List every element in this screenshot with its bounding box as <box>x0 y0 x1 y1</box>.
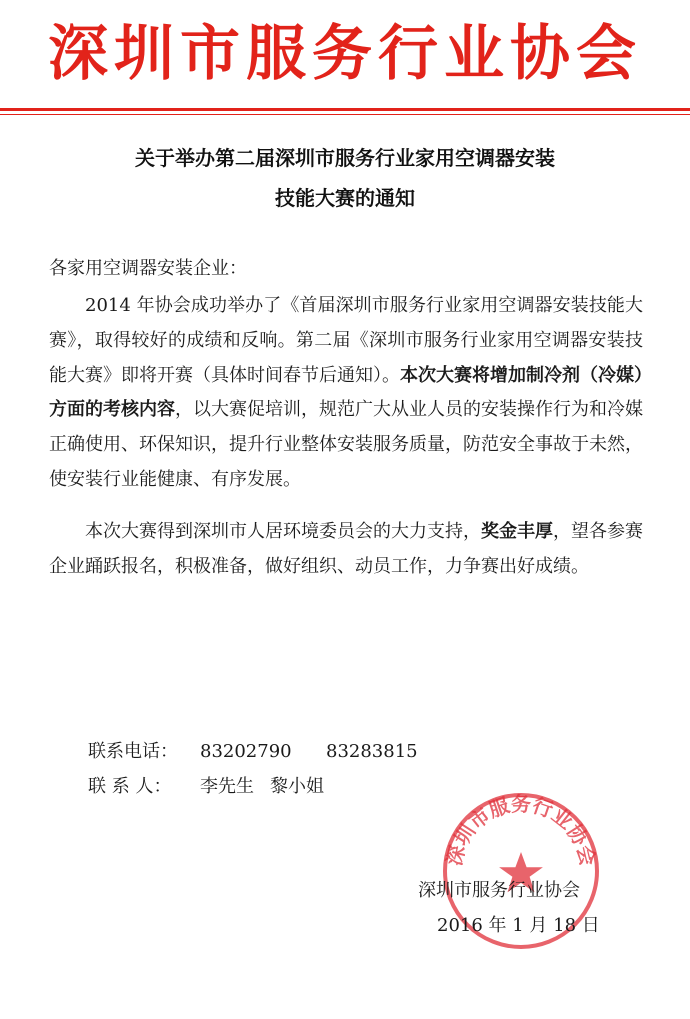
signature-org: 深圳市服务行业协会 <box>418 880 580 901</box>
contact-person-1: 李先生 <box>200 776 254 797</box>
paragraph-1-emphasis: 本次大赛将增加制冷剂（冷媒）方面的考核内容 <box>49 364 643 421</box>
issue-date: 2016 年 1 月 18 日 <box>437 915 600 936</box>
paragraph-1 <box>49 289 643 498</box>
contact-person-row <box>88 773 324 801</box>
paragraph-2 <box>49 515 643 585</box>
salutation: 各家用空调器安装企业： <box>49 258 247 279</box>
paragraph-1-text-end: ，以大赛促培训，规范广大从业人员的安装操作行为和冷媒正确使用、环保知识，提升行业整体安装服务质量，防范安全事故于未然，使安装行业能健康、有序发展。 <box>49 399 643 490</box>
contact-phone-row <box>88 738 418 766</box>
paragraph-1-text: 2014 年协会成功举办了《首届深圳市服务行业家用空调器安装技能大赛》，取得较好的成绩和反响。第二届《深圳市服务行业家用空调器安装技能大赛》即将开赛（具体时间春节后通知）。 <box>49 295 643 386</box>
letterhead-rule-thick <box>0 108 690 111</box>
contact-phone-1: 83202790 <box>200 741 292 762</box>
paragraph-2-text-end: ，望各参赛企业踊跃报名，积极准备，做好组织、动员工作，力争赛出好成绩。 <box>49 521 643 577</box>
contact-phone-2: 83283815 <box>326 741 418 762</box>
notice-title-line1: 关于举办第二届深圳市服务行业家用空调器安装 <box>135 146 555 170</box>
notice-title-line2: 技能大赛的通知 <box>275 186 415 210</box>
contact-person-label: 联 系 人： <box>88 776 172 797</box>
letterhead-org-name: 深圳市服务行业协会 <box>48 19 642 89</box>
contact-phone-label: 联系电话： <box>88 741 178 762</box>
paragraph-2-emphasis: 奖金丰厚 <box>481 521 553 542</box>
contact-person-2: 黎小姐 <box>270 776 324 797</box>
seal-text: 深圳市服务行业协会 <box>441 792 601 868</box>
letterhead-rule-thin <box>0 114 690 115</box>
paragraph-2-text: 本次大赛得到深圳市人居环境委员会的大力支持， <box>85 521 481 542</box>
